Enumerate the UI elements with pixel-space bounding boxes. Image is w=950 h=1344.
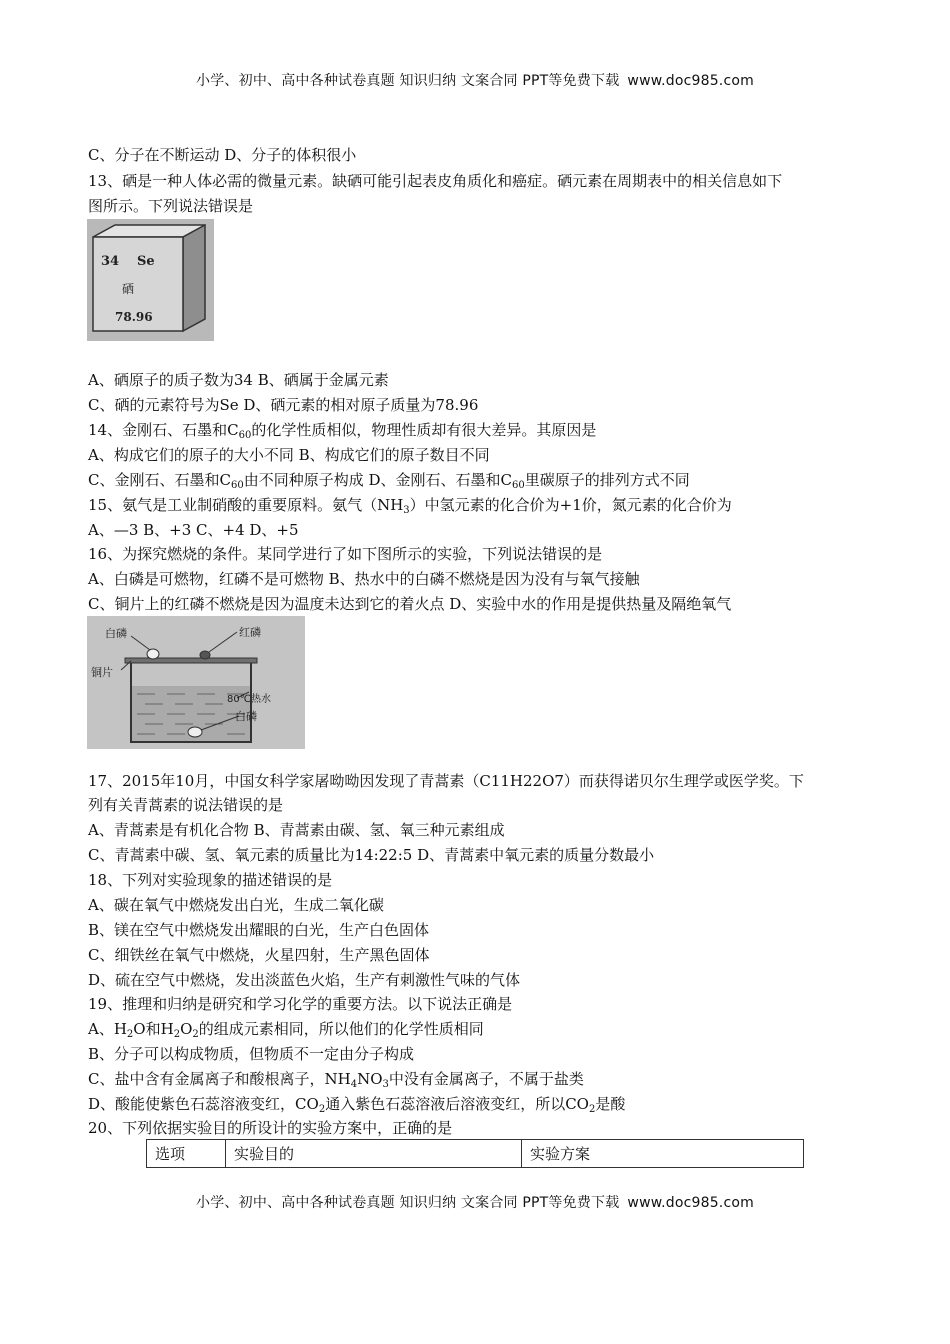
q20-table xyxy=(146,1139,804,1168)
selenium-element-figure xyxy=(87,219,214,341)
q13-stem-line2: 图所示。下列说法错误是 xyxy=(88,197,254,215)
q13-options-cd: C、硒的元素符号为Se D、硒元素的相对原子质量为78.96 xyxy=(88,396,479,414)
q16-options-cd: C、铜片上的红磷不燃烧是因为温度未达到它的着火点 D、实验中水的作用是提供热量及隔绝氧气 xyxy=(88,595,732,613)
table-header-row xyxy=(147,1140,804,1168)
q13-stem-line1: 13、硒是一种人体必需的微量元素。缺硒可能引起表皮角质化和癌症。硒元素在周期表中的相关信息如下 xyxy=(88,172,783,190)
q17-options-cd: C、青蒿素中碳、氢、氧元素的质量比为14:22:5 D、青蒿素中氧元素的质量分数最小 xyxy=(88,846,655,864)
q19-stem: 19、推理和归纳是研究和学习化学的重要方法。以下说法正确是 xyxy=(88,995,513,1013)
q19-option-d: D、酸能使紫色石蕊溶液变红，$CO_2$通入紫色石蕊溶液后溶液变红，所以$CO_2$是酸 xyxy=(88,1095,626,1115)
header-url[interactable]: www.doc985.com xyxy=(627,73,754,89)
q12-options-tail: C、分子在不断运动 D、分子的体积很小 xyxy=(88,146,357,164)
combustion-experiment-figure xyxy=(87,616,305,749)
q13-options-ab: A、硒原子的质子数为34 B、硒属于金属元素 xyxy=(88,371,389,389)
q20-stem: 20、下列依据实验目的所设计的实验方案中，正确的是 xyxy=(88,1119,453,1137)
q17-options-ab: A、青蒿素是有机化合物 B、青蒿素由碳、氢、氧三种元素组成 xyxy=(88,821,505,839)
q18-option-a: A、碳在氧气中燃烧发出白光，生成二氧化碳 xyxy=(88,896,384,914)
label-white-phosphorus-water: 白磷 xyxy=(235,710,257,723)
q14-options-ab: A、构成它们的原子的大小不同 B、构成它们的原子数目不同 xyxy=(88,446,490,464)
header-text: 小学、初中、高中各种试卷真题 知识归纳 文案合同 PPT等免费下载 xyxy=(196,73,620,89)
table-header-plan: 实验方案 xyxy=(522,1140,804,1168)
label-red-phosphorus: 红磷 xyxy=(239,626,261,639)
page-footer xyxy=(0,1192,950,1212)
q15-stem: 15、氨气是工业制硝酸的重要原料。氨气$(NH_3)$中氢元素的化合价为+1价，氮元素的化合价为 xyxy=(88,496,732,516)
q14-stem: 14、金刚石、石墨和$C_{60}$的化学性质相似，物理性质却有很大差异。其原因是 xyxy=(88,421,597,441)
q19-option-a: A、$H_2O$和$H_2O_2$的组成元素相同，所以他们的化学性质相同 xyxy=(88,1020,484,1040)
q18-stem: 18、下列对实验现象的描述错误的是 xyxy=(88,871,333,889)
atomic-mass: 78.96 xyxy=(115,310,153,324)
label-copper-sheet: 铜片 xyxy=(91,666,113,679)
q14-options-cd: C、金刚石、石墨和$C_{60}$由不同种原子构成 D、金刚石、石墨和$C_{60}$里碳原子的排列方式不同 xyxy=(88,471,690,491)
q18-option-d: D、硫在空气中燃烧，发出淡蓝色火焰，生产有刺激性气味的气体 xyxy=(88,971,521,989)
q17-stem-line1: 17、2015年10月，中国女科学家屠呦呦因发现了青蒿素（C11H22O7）而获得诺贝尔生理学或医学奖。下 xyxy=(88,772,804,790)
q15-options: A、—3 B、+3 C、+4 D、+5 xyxy=(88,521,299,539)
footer-text: 小学、初中、高中各种试卷真题 知识归纳 文案合同 PPT等免费下载 xyxy=(196,1195,620,1211)
label-hot-water: 80℃热水 xyxy=(227,694,271,705)
q16-stem: 16、为探究燃烧的条件。某同学进行了如下图所示的实验，下列说法错误的是 xyxy=(88,545,603,563)
table-header-purpose: 实验目的 xyxy=(226,1140,522,1168)
footer-url[interactable]: www.doc985.com xyxy=(627,1195,754,1211)
page-header xyxy=(0,70,950,90)
q16-options-ab: A、白磷是可燃物，红磷不是可燃物 B、热水中的白磷不燃烧是因为没有与氧气接触 xyxy=(88,570,640,588)
label-white-phosphorus-top: 白磷 xyxy=(105,627,127,640)
element-symbol: Se xyxy=(137,254,155,269)
atomic-number: 34 xyxy=(101,254,120,269)
q19-option-c: C、盐中含有金属离子和酸根离子，$NH_4NO_3$中没有金属离子，不属于盐类 xyxy=(88,1070,584,1090)
q18-option-b: B、镁在空气中燃烧发出耀眼的白光，生产白色固体 xyxy=(88,921,430,939)
table-header-option: 选项 xyxy=(147,1140,226,1168)
element-name: 硒 xyxy=(122,282,135,296)
q19-option-b: B、分子可以构成物质，但物质不一定由分子构成 xyxy=(88,1045,415,1063)
q18-option-c: C、细铁丝在氧气中燃烧，火星四射，生产黑色固体 xyxy=(88,946,430,964)
q17-stem-line2: 列有关青蒿素的说法错误的是 xyxy=(88,796,284,814)
